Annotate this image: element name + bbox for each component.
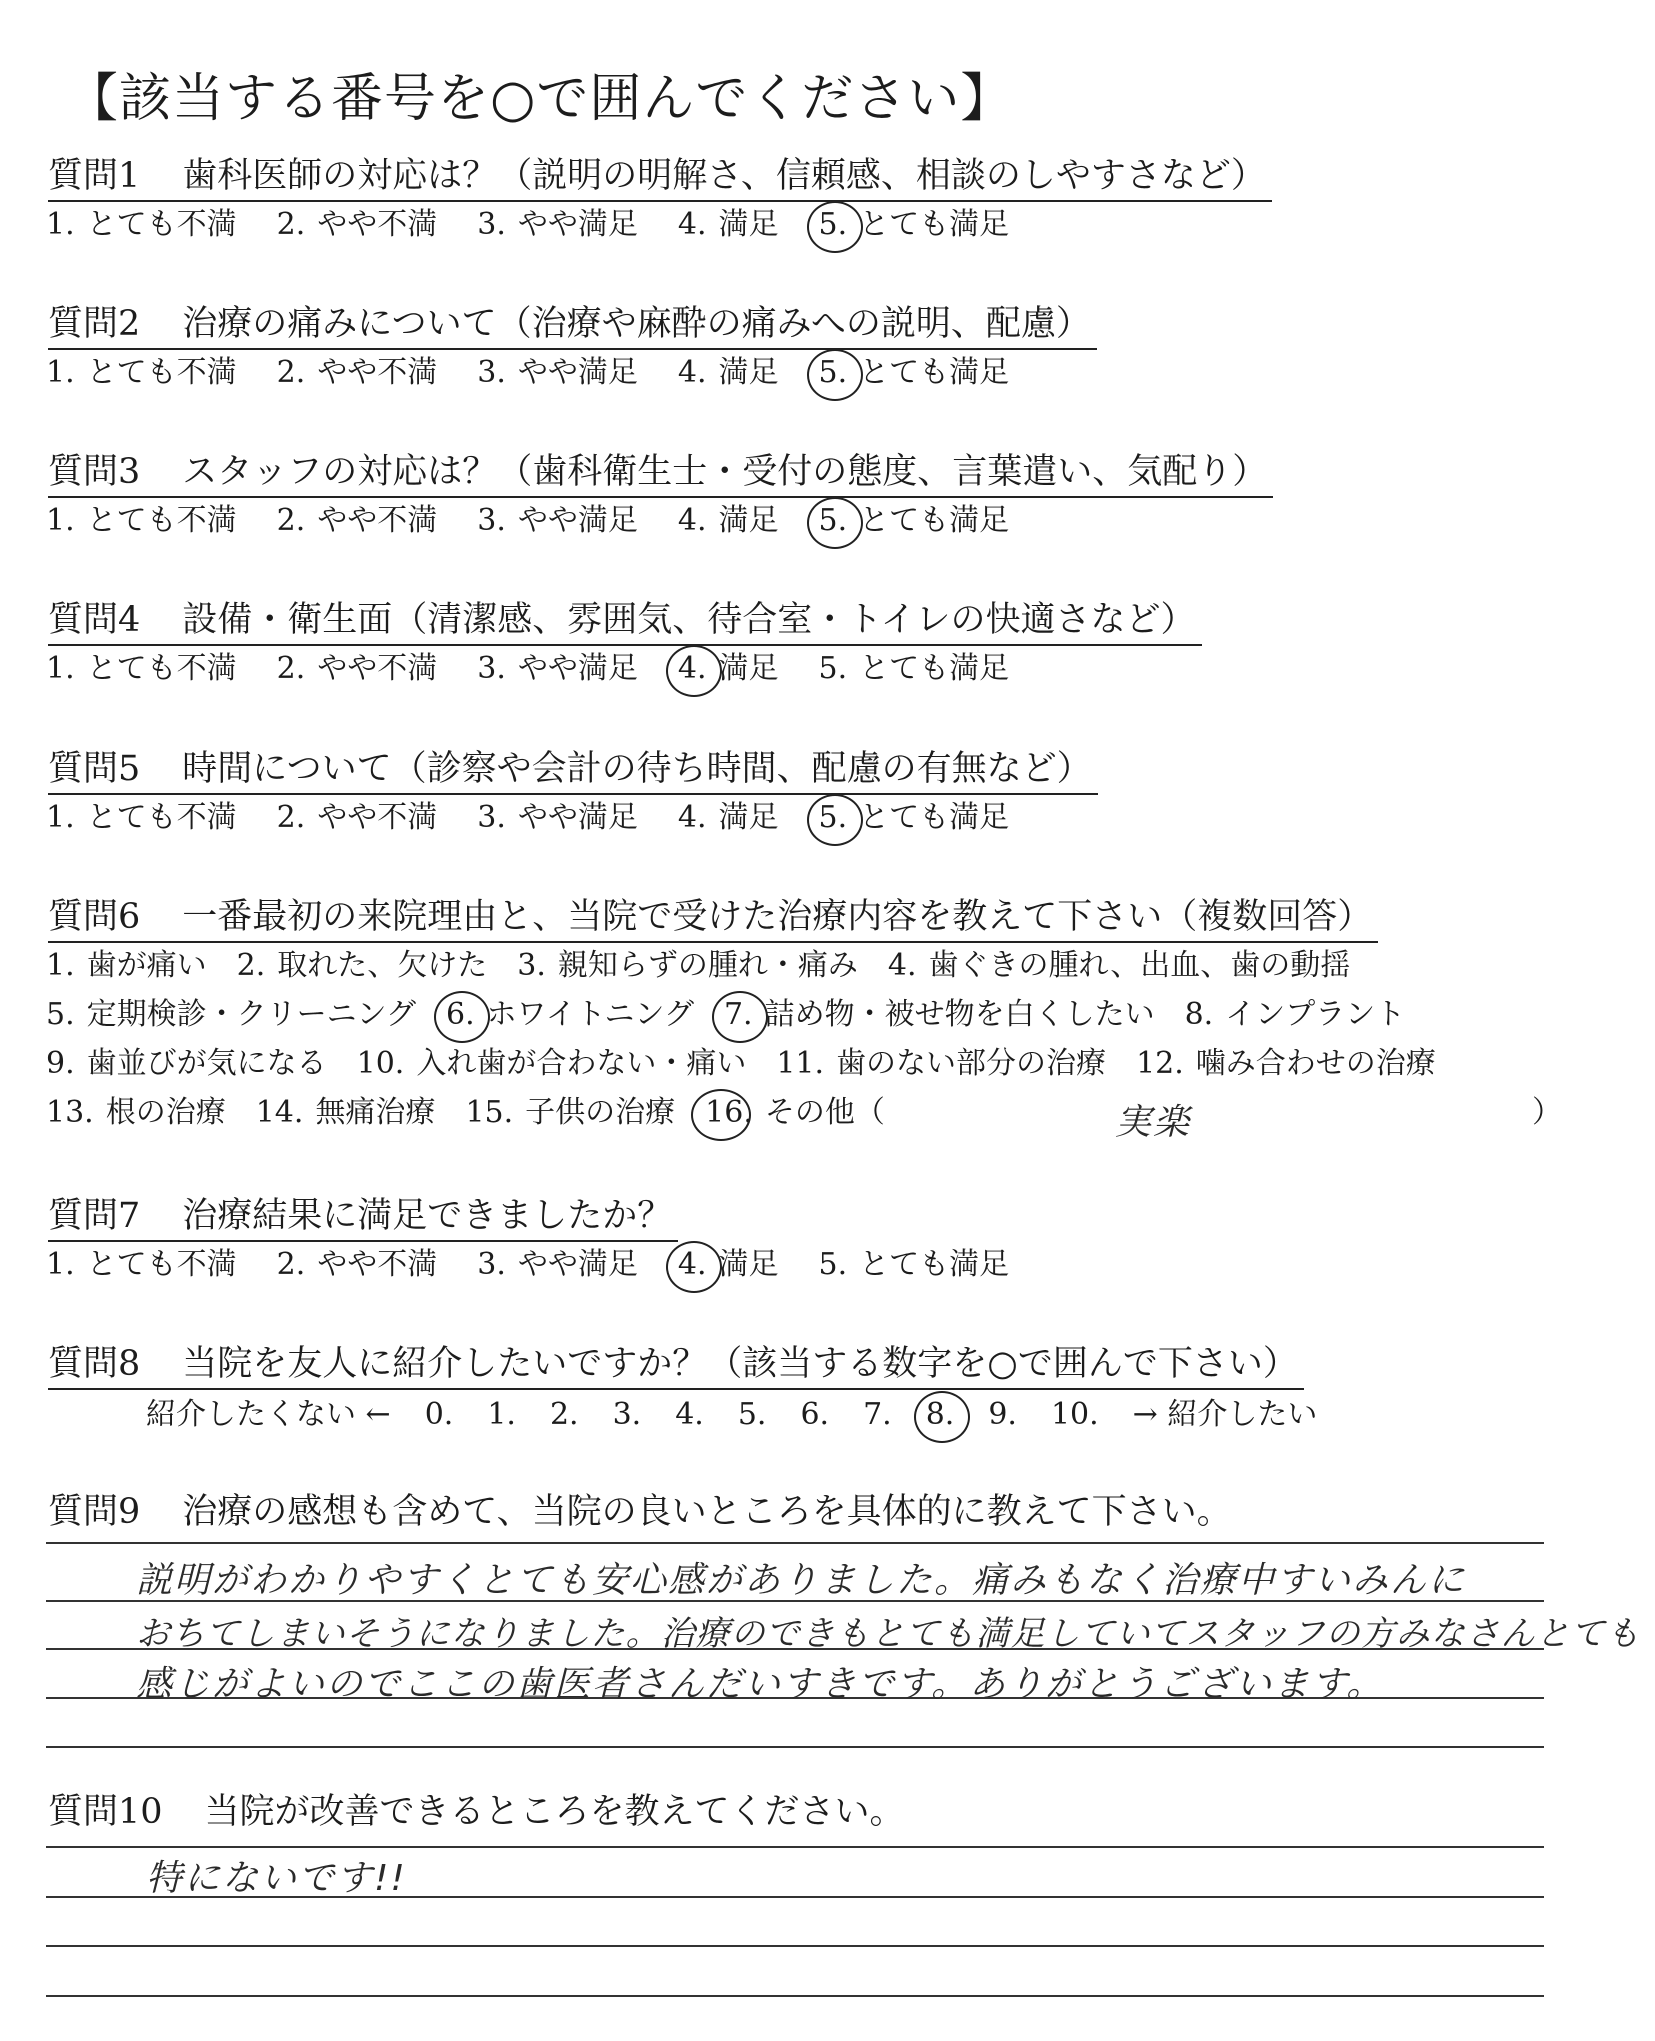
- option-label: やや満足: [517, 651, 638, 686]
- question-title: 歯科医師の対応は？（説明の明解さ、信頼感、相談のしやすさなど）: [182, 156, 1266, 196]
- option-5[interactable]: [46, 994, 416, 1036]
- question-6-row-2[interactable]: [46, 994, 1435, 1036]
- q9-handwritten-line-3: 感じがよいのでここの歯医者さんだいすきです。ありがとうございます。: [136, 1664, 1385, 1705]
- option-number: 13.: [46, 1095, 94, 1130]
- question-number: 質問7: [48, 1196, 141, 1236]
- option-label: やや満足: [517, 355, 638, 390]
- answer-line: [46, 1995, 1544, 1997]
- option-label: とても満足: [859, 1247, 1010, 1282]
- question-title: 治療の痛みについて（治療や麻酔の痛みへの説明、配慮）: [182, 304, 1091, 344]
- question-6-row-3[interactable]: [46, 1043, 1466, 1085]
- option-1[interactable]: [46, 204, 237, 246]
- option-number: 1.: [46, 355, 75, 390]
- option-5[interactable]: [819, 797, 1010, 839]
- option-5[interactable]: [819, 648, 1010, 690]
- scale-value-2[interactable]: 2.: [549, 1397, 579, 1432]
- question-1-heading: [48, 152, 1272, 202]
- option-14[interactable]: [256, 1092, 436, 1134]
- option-label: 親知らずの腫れ・痛み: [557, 948, 858, 983]
- option-label: ホワイトニング: [486, 997, 694, 1032]
- question-2-options[interactable]: [46, 352, 1049, 394]
- option-number: 1.: [46, 503, 75, 538]
- other-close-paren: ）: [1532, 1095, 1562, 1130]
- selected-option-number: 5.: [819, 352, 848, 394]
- selected-option-number: 5.: [819, 204, 848, 246]
- option-2[interactable]: [277, 797, 438, 839]
- option-number: 2.: [276, 800, 306, 835]
- option-2[interactable]: [237, 945, 488, 987]
- question-title: スタッフの対応は？（歯科衛生士・受付の態度、言葉遣い、気配り）: [182, 452, 1268, 492]
- question-5-options[interactable]: [46, 797, 1049, 839]
- option-7[interactable]: [724, 994, 1155, 1036]
- option-label: 歯並びが気になる: [86, 1046, 327, 1081]
- option-5[interactable]: [819, 204, 1010, 246]
- question-6-row-1[interactable]: [46, 945, 1380, 987]
- question-title: 治療結果に満足できましたか？: [182, 1196, 673, 1236]
- option-2[interactable]: [277, 352, 438, 394]
- question-number: 質問2: [48, 304, 141, 344]
- answer-line: [46, 1746, 1544, 1748]
- option-9[interactable]: [46, 1043, 327, 1085]
- option-12[interactable]: [1136, 1043, 1436, 1085]
- option-label: とても不満: [86, 355, 237, 390]
- option-13[interactable]: [46, 1092, 226, 1134]
- option-16[interactable]: [705, 1092, 885, 1134]
- option-label: とても不満: [86, 651, 237, 686]
- option-number: 2.: [276, 355, 306, 390]
- option-label: やや不満: [317, 207, 438, 242]
- option-number: 1.: [46, 651, 75, 686]
- selected-option-number: 4.: [678, 1244, 707, 1286]
- question-7-options[interactable]: [46, 1244, 1049, 1286]
- scale-value-0[interactable]: 0.: [424, 1397, 454, 1432]
- option-label: その他（: [764, 1095, 885, 1130]
- option-1[interactable]: [46, 1244, 237, 1286]
- option-label: 満足: [718, 651, 779, 686]
- option-label: 満足: [718, 1247, 779, 1282]
- answer-line: [46, 1542, 1544, 1544]
- option-label: インプラント: [1225, 997, 1406, 1032]
- option-4[interactable]: [678, 1244, 779, 1286]
- option-label: 満足: [718, 800, 779, 835]
- option-4[interactable]: [678, 648, 779, 690]
- question-title: 時間について（診察や会計の待ち時間、配慮の有無など）: [182, 749, 1092, 789]
- option-label: とても不満: [86, 503, 237, 538]
- option-number: 15.: [465, 1095, 514, 1130]
- option-2[interactable]: [277, 204, 438, 246]
- option-label: 子供の治療: [525, 1095, 676, 1130]
- answer-line: [46, 1846, 1544, 1848]
- question-3-heading: [48, 448, 1273, 498]
- option-number: 8.: [1184, 997, 1214, 1032]
- form-header: 【該当する番号を○で囲んでください】: [66, 69, 1014, 129]
- option-label: やや満足: [517, 1247, 638, 1282]
- question-9-heading: [48, 1488, 1238, 1536]
- option-label: 満足: [718, 207, 779, 242]
- option-4[interactable]: [888, 945, 1350, 987]
- option-label: 無痛治療: [315, 1095, 436, 1130]
- option-label: やや不満: [317, 1247, 438, 1282]
- option-3[interactable]: [477, 352, 638, 394]
- option-label: 噛み合わせの治療: [1195, 1046, 1436, 1081]
- scale-value-8[interactable]: 8.: [926, 1394, 955, 1436]
- option-4[interactable]: [678, 352, 779, 394]
- option-label: 歯ぐきの腫れ、出血、歯の動揺: [928, 948, 1351, 983]
- option-number: 3.: [477, 1247, 506, 1282]
- option-1[interactable]: [46, 352, 237, 394]
- option-number: 9.: [46, 1046, 75, 1081]
- option-label: とても不満: [86, 800, 237, 835]
- option-3[interactable]: [477, 204, 638, 246]
- question-2-heading: [48, 300, 1097, 350]
- option-number: 3.: [517, 948, 546, 983]
- option-number: 4.: [677, 355, 707, 390]
- scale-value-1[interactable]: 1.: [487, 1397, 516, 1432]
- question-4-options[interactable]: [46, 648, 1049, 690]
- option-label: 入れ歯が合わない・痛い: [416, 1046, 747, 1081]
- question-number: 質問5: [48, 749, 141, 789]
- option-number: 12.: [1136, 1046, 1184, 1081]
- option-number: 2.: [276, 503, 306, 538]
- option-11[interactable]: [776, 1043, 1106, 1085]
- option-1[interactable]: [46, 945, 207, 987]
- question-number: 質問8: [48, 1344, 141, 1384]
- option-4[interactable]: [678, 500, 779, 542]
- option-label: 定期検診・クリーニング: [86, 997, 417, 1032]
- option-number: 2.: [276, 651, 306, 686]
- question-3-options[interactable]: [46, 500, 1049, 542]
- selected-option-number: 16.: [705, 1092, 753, 1134]
- option-number: 3.: [477, 355, 506, 390]
- selected-option-number: 7.: [724, 994, 753, 1036]
- question-number: 質問9: [48, 1492, 141, 1532]
- option-label: 詰め物・被せ物を白くしたい: [764, 997, 1155, 1032]
- option-label: とても不満: [86, 207, 237, 242]
- option-1[interactable]: [46, 648, 237, 690]
- option-label: 満足: [718, 503, 779, 538]
- option-label: 歯が痛い: [86, 948, 207, 983]
- question-7-heading: [48, 1192, 678, 1242]
- option-6[interactable]: [446, 994, 694, 1036]
- option-number: 3.: [477, 503, 506, 538]
- option-label: 根の治療: [105, 1095, 226, 1130]
- option-number: 3.: [477, 800, 506, 835]
- question-title: 設備・衛生面（清潔感、雰囲気、待合室・トイレの快適さなど）: [182, 600, 1196, 640]
- option-number: 4.: [677, 207, 707, 242]
- option-5[interactable]: [819, 352, 1010, 394]
- question-number: 質問6: [48, 897, 141, 937]
- scale-left-label: 紹介したくない ←: [146, 1397, 391, 1432]
- option-label: 満足: [718, 355, 779, 390]
- question-4-heading: [48, 596, 1202, 646]
- option-number: 1.: [46, 207, 75, 242]
- question-1-options[interactable]: [46, 204, 1049, 246]
- answer-line: [46, 1945, 1544, 1947]
- option-8[interactable]: [1185, 994, 1406, 1036]
- option-label: 取れた、欠けた: [277, 948, 488, 983]
- question-6-row-4[interactable]: [46, 1092, 915, 1134]
- selected-option-number: 5.: [819, 500, 848, 542]
- option-number: 5.: [46, 997, 75, 1032]
- option-label: やや不満: [317, 503, 438, 538]
- option-3[interactable]: [517, 945, 858, 987]
- option-number: 3.: [477, 651, 506, 686]
- option-2[interactable]: [277, 1244, 438, 1286]
- option-4[interactable]: [678, 204, 779, 246]
- option-label: やや不満: [317, 355, 438, 390]
- scale-right-label: → 紹介したい: [1132, 1397, 1318, 1432]
- option-number: 10.: [356, 1046, 405, 1081]
- option-label: とても満足: [859, 800, 1010, 835]
- q10-handwritten-line-1: 特にないです!!: [146, 1858, 407, 1899]
- question-8-scale[interactable]: [146, 1394, 1317, 1436]
- scale-value-10[interactable]: 10.: [1050, 1397, 1099, 1432]
- option-number: 1.: [46, 948, 75, 983]
- question-title: 一番最初の来院理由と、当院で受けた治療内容を教えて下さい（複数回答）: [182, 897, 1373, 937]
- scale-value-6[interactable]: 6.: [800, 1397, 830, 1432]
- option-label: とても満足: [859, 503, 1010, 538]
- option-label: とても満足: [859, 355, 1010, 390]
- scale-value-7[interactable]: 7.: [863, 1397, 892, 1432]
- option-label: やや満足: [517, 800, 638, 835]
- option-15[interactable]: [465, 1092, 675, 1134]
- option-4[interactable]: [678, 797, 779, 839]
- option-number: 4.: [887, 948, 917, 983]
- question-title: 当院が改善できるところを教えてください。: [204, 1792, 905, 1832]
- option-number: 4.: [677, 800, 707, 835]
- option-5[interactable]: [819, 500, 1010, 542]
- question-number: 質問4: [48, 600, 141, 640]
- scale-value-4[interactable]: 4.: [675, 1397, 704, 1432]
- selected-option-number: 6.: [446, 994, 475, 1036]
- option-3[interactable]: [477, 648, 638, 690]
- option-label: とても満足: [859, 651, 1010, 686]
- option-2[interactable]: [277, 500, 438, 542]
- question-number: 質問1: [48, 156, 141, 196]
- option-number: 5.: [818, 651, 848, 686]
- option-10[interactable]: [357, 1043, 747, 1085]
- option-label: やや不満: [317, 800, 438, 835]
- question-title: 治療の感想も含めて、当院の良いところを具体的に教えて下さい。: [182, 1492, 1232, 1532]
- option-number: 11.: [776, 1046, 825, 1081]
- selected-option-number: 4.: [678, 648, 707, 690]
- option-number: 2.: [236, 948, 266, 983]
- option-2[interactable]: [277, 648, 438, 690]
- option-5[interactable]: [819, 1244, 1010, 1286]
- question-title: 当院を友人に紹介したいですか？（該当する数字を○で囲んで下さい）: [182, 1344, 1298, 1384]
- option-number: 3.: [477, 207, 506, 242]
- option-label: やや不満: [317, 651, 438, 686]
- option-label: 歯のない部分の治療: [836, 1046, 1107, 1081]
- option-label: やや満足: [517, 207, 638, 242]
- option-label: とても満足: [859, 207, 1010, 242]
- q9-handwritten-line-1: 説明がわかりやすくとても安心感がありました。痛みもなく治療中すいみんに: [136, 1560, 1467, 1601]
- q9-handwritten-line-2: おちてしまいそうになりました。治療のできもとても満足していてスタッフの方みなさんとても: [136, 1614, 1641, 1654]
- question-number: 質問3: [48, 452, 141, 492]
- option-label: やや満足: [517, 503, 638, 538]
- option-3[interactable]: [477, 1244, 638, 1286]
- option-label: とても不満: [86, 1247, 237, 1282]
- option-number: 4.: [677, 503, 707, 538]
- option-number: 1.: [46, 800, 75, 835]
- question-10-heading: [48, 1788, 911, 1836]
- option-1[interactable]: [46, 500, 237, 542]
- selected-option-number: 5.: [819, 797, 848, 839]
- option-number: 5.: [818, 1247, 848, 1282]
- question-6-heading: [48, 893, 1378, 943]
- option-number: 1.: [46, 1247, 75, 1282]
- option-3[interactable]: [477, 500, 638, 542]
- option-1[interactable]: [46, 797, 237, 839]
- question-8-heading: [48, 1340, 1304, 1390]
- option-3[interactable]: [477, 797, 638, 839]
- question-number: 質問10: [48, 1792, 163, 1832]
- scale-value-5[interactable]: 5.: [737, 1397, 767, 1432]
- scale-value-9[interactable]: 9.: [988, 1397, 1017, 1432]
- question-5-heading: [48, 745, 1098, 795]
- option-number: 2.: [276, 1247, 306, 1282]
- option-number: 14.: [255, 1095, 304, 1130]
- scale-value-3[interactable]: 3.: [612, 1397, 642, 1432]
- option-number: 2.: [276, 207, 306, 242]
- other-handwritten-answer: 実楽: [1115, 1102, 1192, 1143]
